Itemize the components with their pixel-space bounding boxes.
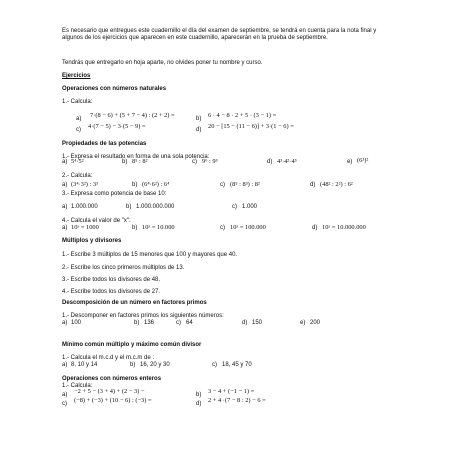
expression: −2 + 5 − (3 + 4) + (2 − 3) − <box>74 388 145 395</box>
item-label: b) <box>126 204 132 210</box>
potencias-q1: 1.- Expresa el resultado en forma de una sola potencia: <box>62 154 210 160</box>
expression: (8⁵ : 8³) : 8² <box>230 181 260 188</box>
expression: 10ˣ = 10.000.000 <box>322 224 366 231</box>
item-label: a) <box>76 116 82 122</box>
value: 8, 10 y 14 <box>71 362 98 368</box>
expression: 10ˣ = 1000 <box>71 224 99 231</box>
item-label: e) <box>300 320 306 326</box>
item-label: c) <box>176 320 181 326</box>
item-label: a) <box>62 204 68 210</box>
expression: 5⁴·5² <box>71 158 84 165</box>
item-label: d) <box>196 401 202 407</box>
item-label: b) <box>196 392 202 398</box>
expression: 6 · 4 − 8 · 2 + 5 · (3 − 1) = <box>208 112 277 119</box>
multiplos-q1: 1.- Escribe 3 múltiplos de 15 menores que 100 y mayores que 40. <box>62 252 238 258</box>
expression: 4³·4²·4⁵ <box>277 158 297 165</box>
item-label: c) <box>232 204 237 210</box>
value: 1.000 <box>242 204 258 210</box>
item-label: b) <box>122 159 128 165</box>
mcd-q1: 1.- Calcula el m.c.d y el m.c.m de : <box>62 355 155 361</box>
item-label: d) <box>312 225 318 231</box>
item-label: a) <box>62 320 68 326</box>
value: 1.000.000 <box>71 204 98 210</box>
item-label: d) <box>267 159 273 165</box>
expression: (6⁴·6²) : 6⁴ <box>142 181 170 188</box>
section-title-naturales: Operaciones con números naturales <box>62 86 167 92</box>
expression: (6³)² <box>357 157 369 164</box>
potencias-q3: 3.- Expresa como potencia de base 10: <box>62 191 167 197</box>
item-label: b) <box>134 320 140 326</box>
item-label: a) <box>62 159 68 165</box>
factores-q1: 1.- Descomponer en factores primos los siguientes números: <box>62 313 224 319</box>
intro-paragraph: Es necesario que entregues este cuadernillo el día del examen de septiembre, se tendrá en cuenta para la nota final y algunos de los ejercicios que aparecen en este cuadernillo, aparecerán en la prueba de septiembre. <box>62 28 377 41</box>
value: 136 <box>144 320 155 326</box>
item-label: c) <box>220 225 225 231</box>
ejercicios-heading: Ejercicios <box>62 73 91 79</box>
intro-note: Tendrás que entregarlo en hoja aparte, no olvides poner tu nombre y curso. <box>62 60 263 66</box>
value: 200 <box>310 320 321 326</box>
value: 1.000.000.000 <box>136 204 175 210</box>
section-title-enteros: Operaciones con números enteros <box>62 376 162 382</box>
value: 64 <box>186 320 193 326</box>
enteros-q1: 1.- Calcula: <box>62 383 93 389</box>
expression: (3⁴·3²) : 3³ <box>71 181 99 188</box>
expression: (−8) + (−3) + (10 − 6) : (−3) = <box>74 397 152 404</box>
item-label: d) <box>196 127 202 133</box>
multiplos-q4: 4.- Escribe todos los divisores de 27. <box>62 289 161 295</box>
multiplos-q2: 2.- Escribe los cinco primeros múltiplos de 13. <box>62 265 185 271</box>
expression: (48² : 2²) : 6² <box>320 181 353 188</box>
item-label: b) <box>132 225 138 231</box>
expression: 3 − 4 + (−1 − 1) = <box>208 388 255 395</box>
expression: 10ˣ = 100.000 <box>230 224 266 231</box>
expression: 4·(7 − 5) − 3·(5 − 9) = <box>88 123 146 130</box>
item-label: c) <box>192 159 197 165</box>
item-label: a) <box>62 225 68 231</box>
item-label: d) <box>242 320 248 326</box>
section-title-potencias: Propiedades de las potencias <box>62 141 147 147</box>
multiplos-q3: 3.- Escribe todos los divisores de 48. <box>62 277 161 283</box>
item-label: d) <box>310 182 316 188</box>
potencias-q2: 2.- Calcula: <box>62 173 93 179</box>
section-title-multiplos: Múltiplos y divisores <box>62 238 122 244</box>
expression: 2 + 4 ·(7 − 8 : 2) − 6 = <box>208 397 266 404</box>
item-label: b) <box>132 182 138 188</box>
value: 100 <box>71 320 82 326</box>
value: 18, 45 y 70 <box>222 362 252 368</box>
item-label: a) <box>62 362 68 368</box>
expression: 7·(8 − 6) + (5 + 7 − 4) : (2 + 2) = <box>90 112 175 119</box>
item-label: a) <box>62 182 68 188</box>
expression: 20 − [15 − (11 − 6)] + 3·(1 − 6) = <box>208 123 294 130</box>
expression: 9⁶ : 9³ <box>202 158 218 165</box>
item-label: a) <box>62 392 68 398</box>
item-label: c) <box>212 362 217 368</box>
item-label: c) <box>62 401 67 407</box>
expression: 10ˣ = 10.000 <box>142 224 175 231</box>
item-label: b) <box>196 116 202 122</box>
expression: 8⁵ : 8² <box>132 158 148 165</box>
naturales-q1: 1.- Calcula: <box>62 99 93 105</box>
item-label: c) <box>76 127 81 133</box>
value: 150 <box>252 320 263 326</box>
section-title-mcd: Mínimo común múltiplo y máximo común divisor <box>62 342 202 348</box>
item-label: c) <box>220 182 225 188</box>
value: 16, 20 y 30 <box>140 362 170 368</box>
potencias-q4: 4.- Calcula el valor de "x": <box>62 218 131 224</box>
item-label: b) <box>130 362 136 368</box>
item-label: e) <box>347 159 353 165</box>
section-title-factores: Descomposición de un número en factores primos <box>62 300 207 306</box>
